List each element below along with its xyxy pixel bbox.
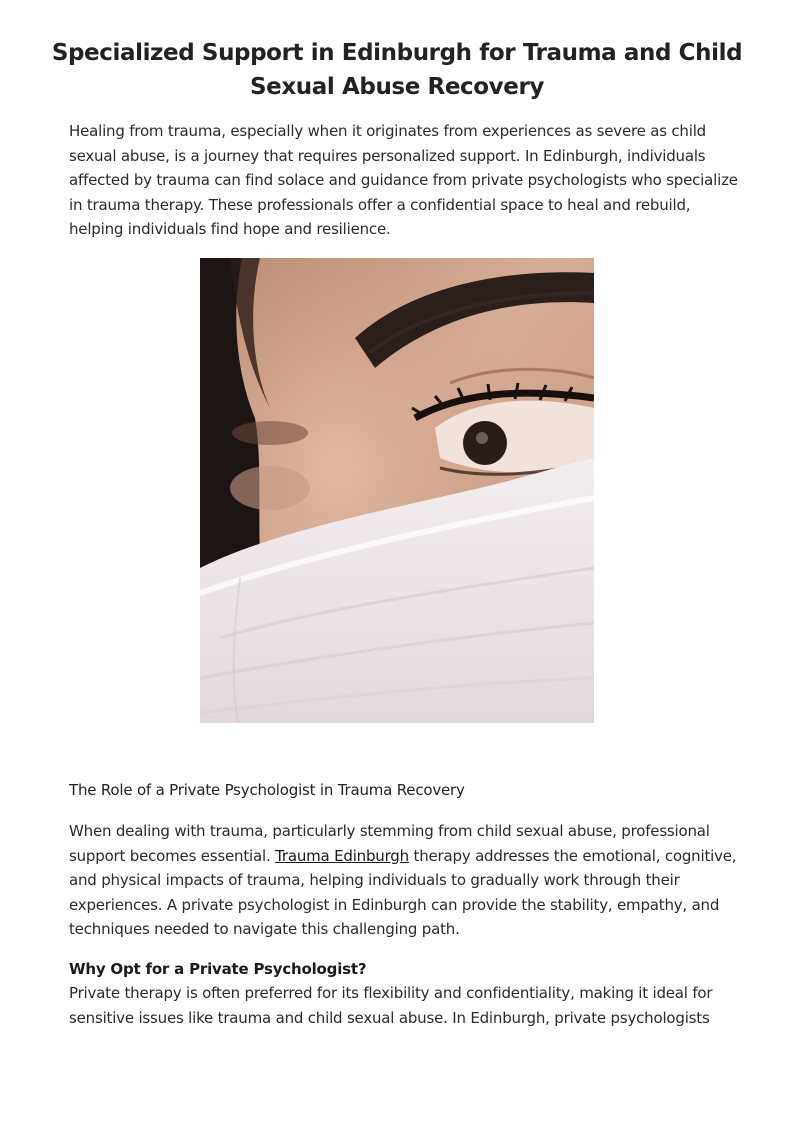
hero-image: [200, 258, 594, 723]
why-paragraph: Private therapy is often preferred for its flexibility and confidentiality, making it ideal for sensitive issues like trauma and child sexual abuse. In Edinburgh, private psychologists: [69, 984, 713, 1027]
section-heading: The Role of a Private Psychologist in Trauma Recovery: [69, 781, 465, 799]
face-covered-photo: [200, 258, 594, 723]
intro-paragraph: Healing from trauma, especially when it originates from experiences as severe as child sexual abuse, is a journey that requires personalized support. In Edinburgh, individuals affected by trauma can find solace and guidance from private psychologists who specialize in trauma therapy. These professionals offer a confidential space to heal and rebuild, helping individuals find hope and resilience.: [69, 122, 738, 238]
page-title: Specialized Support in Edinburgh for Trauma and Child Sexual Abuse Recovery: [51, 40, 743, 100]
role-paragraph: [69, 819, 751, 942]
trauma-edinburgh-link[interactable]: Trauma Edinburgh: [275, 846, 409, 865]
role-text-before-link: When dealing with trauma, particularly stemming from child sexual abuse, professional support becomes essential.: [69, 822, 710, 865]
role-text-after-link: therapy addresses the emotional, cognitive, and physical impacts of trauma, helping individuals to gradually work through their experiences. A private psychologist in Edinburgh can provide the stability, empathy, and techniques needed to navigate this challenging path.: [69, 846, 737, 938]
why-heading: Why Opt for a Private Psychologist?: [69, 960, 367, 978]
